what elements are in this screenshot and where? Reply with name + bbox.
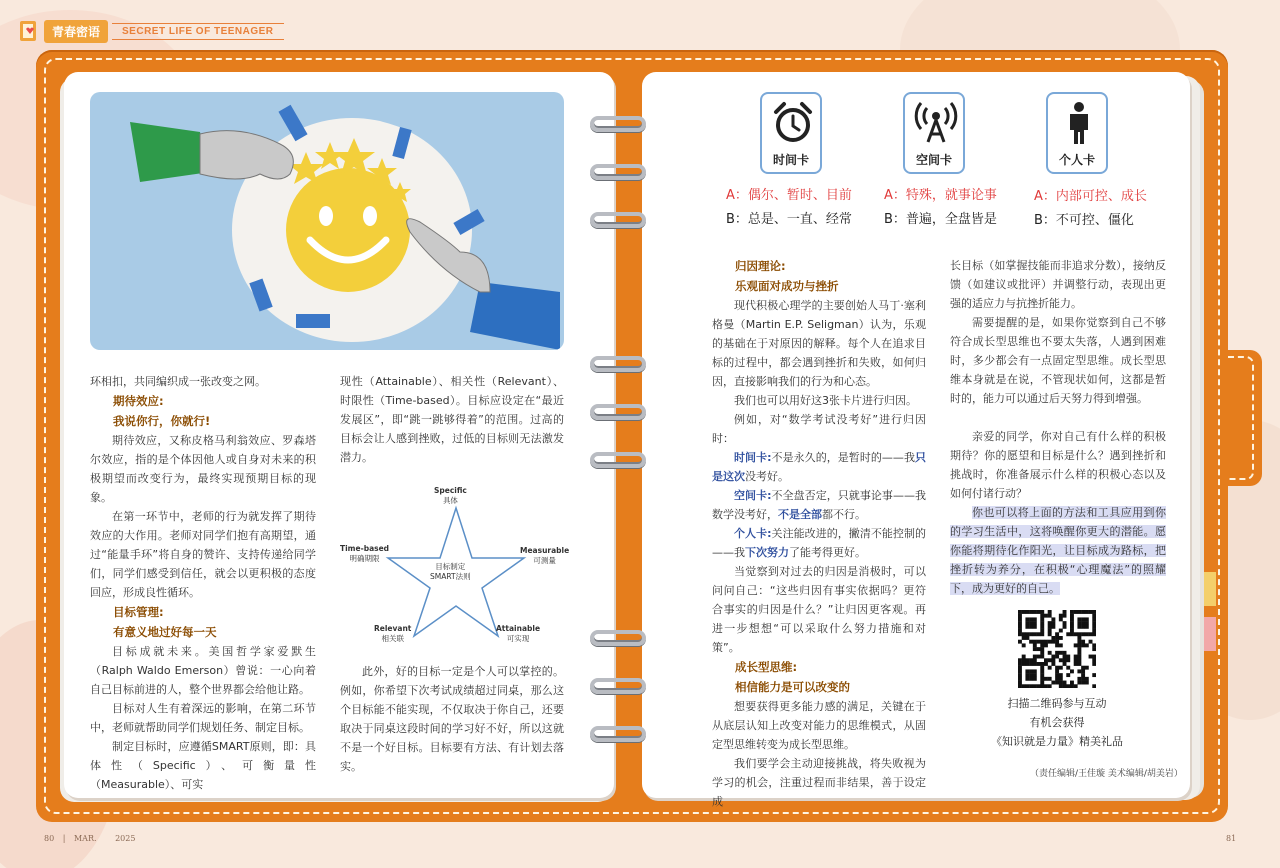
star-label-specific: Specific 具体: [434, 486, 467, 505]
paragraph: 需要提醒的是，如果你觉察到自己不够符合成长型思维也不要太失落，人遇到困难时，多少都会有一点固定型思维。成长型思维本身就是在说，不管现状如何，这都是暂时的，能力可以通过后天努力得到增强。: [950, 316, 1166, 405]
column-title-cn: 青春密语: [44, 20, 108, 43]
left-column-1: [90, 372, 316, 794]
highlighted-paragraph: 你也可以将上面的方法和工具应用到你的学习生活中，这将唤醒你更大的潜能。愿你能将期待化作阳光，让目标成为路标，把挫折转为养分，在积极“心理魔法”的照耀下，成为更好的自己。: [950, 506, 1166, 595]
binder-ring: [590, 452, 646, 468]
personal-card-option-b: B：不可控、僵化: [1034, 213, 1134, 228]
time-card-option-a: A：偶尔、暂时、目前: [726, 188, 852, 203]
section-subheading: 有意义地过好每一天: [113, 625, 217, 639]
column-title-en: SECRET LIFE OF TEENAGER: [112, 23, 284, 40]
paragraph: 期待效应，又称皮格马利翁效应、罗森塔尔效应，指的是个体因他人或自身对未来的积极期望而改变行为，最终实现预期目标的现象。: [90, 434, 316, 504]
paragraph: 亲爱的同学，你对自己有什么样的积极期待？你的愿望和目标是什么？遇到挫折和挑战时，你准备展示什么样的积极心态以及如何付诸行动？: [950, 430, 1166, 500]
section-heading: 目标管理:: [113, 605, 164, 619]
paragraph: 此外，好的目标一定是个人可以掌控的。例如，你希望下次考试成绩超过同桌，那么这个目标能不能实现，不仅取决于你自己，还要取决于同桌这段时间的学习好不好，所以这就不是一个好目标。目标要有方法、有计划去落实。: [340, 665, 564, 773]
paragraph: 我们也可以用好这3张卡片进行归因。: [734, 394, 917, 407]
right-column-1: [712, 256, 926, 811]
qr-caption-line: 有机会获得: [1029, 716, 1085, 729]
book-logo-icon: [18, 19, 40, 43]
section-subheading: 我说你行，你就行!: [113, 414, 211, 428]
binder-ring: [590, 212, 646, 228]
section-subheading: 相信能力是可以改变的: [735, 680, 850, 694]
right-column-2: [950, 256, 1166, 598]
paragraph: 当觉察到对过去的归因是消极时，可以问问自己：“这些归因有事实依据吗？更符合事实的归因是什么？”让归因更客观。再进一步想想“可以采取什么努力措施和对策”。: [712, 565, 926, 654]
card-label: 个人卡: [1058, 153, 1095, 167]
time-card-option-b: B：总是、一直、经常: [726, 212, 852, 227]
binder-ring: [590, 678, 646, 694]
qr-caption-line: 《知识就是力量》精美礼品: [991, 735, 1123, 748]
paragraph: 我们要学会主动迎接挑战，将失败视为学习的机会，注重过程而非结果，善于设定成: [712, 757, 926, 808]
space-card-option-a: A：特殊，就事论事: [884, 188, 997, 203]
paragraph-personal-card: 个人卡:关注能改进的，撇清不能控制的——我下次努力了能考得更好。: [712, 527, 927, 559]
page-number-right: 81: [1226, 834, 1237, 843]
star-label-attainable: Attainable 可实现: [496, 624, 541, 643]
page-number-left: 80: [44, 834, 55, 843]
qr-caption-line: 扫描二维码参与互动: [1007, 697, 1107, 710]
star-label-relevant: Relevant 相关联: [374, 624, 412, 643]
binder-ring: [590, 726, 646, 742]
binder-ring: [590, 630, 646, 646]
space-card: [903, 92, 965, 174]
personal-card-option-a: A：内部可控、成长: [1034, 189, 1147, 204]
issue-month: MAR.: [73, 834, 97, 843]
left-column-2-bottom: [340, 662, 564, 776]
section-heading: 期待效应:: [113, 394, 164, 408]
binder-ring: [590, 116, 646, 132]
paragraph: 制定目标时，应遵循SMART原则，即：具体性（Specific）、可衡量性（Measurable）、可实: [90, 740, 316, 791]
paragraph-space-card: 空间卡:不全盘否定，只就事论事——我数学没考好，不是全部都不行。: [712, 489, 926, 521]
binder-ring: [590, 356, 646, 372]
broadcast-antenna-icon: [914, 100, 958, 146]
star-label-timebased: Time-based 明确期限: [340, 544, 390, 563]
binder-ring: [590, 404, 646, 420]
person-icon: [1057, 100, 1101, 146]
paragraph: 现性（Attainable）、相关性（Relevant）、时限性（Time-based）。目标应设定在“最近发展区”，即“跳一跳够得着”的范围。过高的目标会让人感到挫败，过低的目标则无法激发潜力。: [340, 375, 564, 464]
paragraph: 长目标（如掌握技能而非追求分数），接纳反馈（如建议或批评）并调整行动，表现出更强的适应力与抗挫折能力。: [950, 259, 1166, 310]
paragraph: 目标对人生有着深远的影响，在第二环节中，老师就帮助同学们规划任务、制定目标。: [90, 702, 316, 734]
space-card-option-b: B：普遍，全盘皆是: [884, 212, 997, 227]
time-card: [760, 92, 822, 174]
alarm-clock-icon: [771, 100, 815, 146]
editor-credits: （责任编辑/王佳璇 美术编辑/胡美岩）: [1030, 769, 1183, 779]
issue-year: 2025: [115, 834, 136, 843]
footer-left: 80 | MAR. 2025: [44, 834, 136, 843]
qr-code[interactable]: [1018, 610, 1096, 688]
card-label: 时间卡: [772, 153, 809, 167]
footer-right: [1226, 834, 1236, 843]
paragraph: 环相扣，共同编织成一张改变之网。: [90, 375, 266, 388]
binder-tab-stitch: [1228, 356, 1254, 480]
paragraph: 在第一环节中，老师的行为就发挥了期待效应的大作用。老师对同学们抱有高期望，通过“能量手环”将自身的赞许、支持传递给同学们，同学们感受到信任，就会以更积极的态度回应，形成良性循环。: [90, 510, 316, 599]
paragraph: 想要获得更多能力感的满足，关键在于从底层认知上改变对能力的思维模式，从固定型思维转变为成长型思维。: [712, 700, 926, 751]
paragraph-time-card: 时间卡:不是永久的，是暂时的——我只是这次没考好。: [712, 451, 926, 483]
binder-ring: [590, 164, 646, 180]
section-subheading: 乐观面对成功与挫折: [735, 279, 839, 293]
smiley-hands-illustration: [90, 92, 564, 350]
section-heading: 成长型思维:: [735, 660, 798, 674]
paragraph: 例如，对“数学考试没考好”进行归因时：: [712, 413, 926, 445]
star-center-label: 目标制定 SMART法则: [430, 562, 471, 581]
left-column-2: [340, 372, 564, 467]
card-label: 空间卡: [915, 153, 952, 167]
paragraph: 现代积极心理学的主要创始人马丁·塞利格曼（Martin E.P. Seligman）认为，乐观的基础在于对原因的解释。每个人在追求目标的过程中，都会遇到挫折和失败，如何归因，直接影响我们的行为和心态。: [712, 299, 926, 388]
personal-card: [1046, 92, 1108, 174]
star-label-measurable: Measurable 可测量: [520, 546, 570, 565]
paragraph: 目标成就未来。美国哲学家爱默生（Ralph Waldo Emerson）曾说：一心向着自己目标前进的人，整个世界都会给他让路。: [90, 645, 316, 696]
section-heading: 归因理论:: [735, 259, 786, 273]
column-header: [18, 18, 284, 44]
smart-star-diagram: [338, 480, 574, 652]
